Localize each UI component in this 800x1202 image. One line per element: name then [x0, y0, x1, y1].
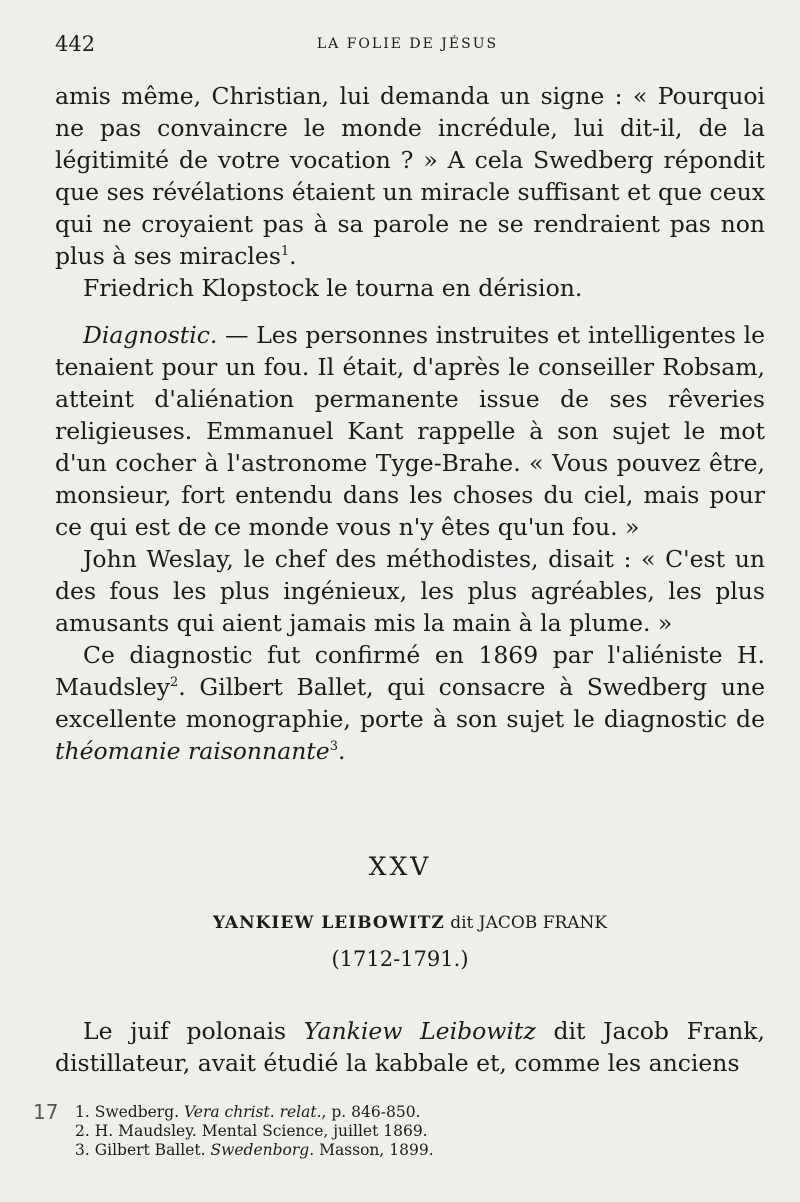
paragraph-frank: Le juif polonais Yankiew Leibowitz dit Jacob Frank, distillateur, avait étudié la kabbale et, comme les anciens — [55, 1017, 765, 1077]
main-text — [55, 80, 765, 767]
paragraph-diagnostic: Diagnostic. — Les personnes instruites et intelligentes le tenaient pour un fou. Il était, d'après le conseiller Robsam, atteint d'aliénation permanente issue de ses rêveries religieuses. Emmanuel Kant rappelle à son sujet le mot d'un cocher à l'astronome Tyge-Brahe. « Vous pouvez être, monsieur, fort entendu dans les choses du ciel, mais pour ce qui est de ce monde vous n'y êtes qu'un fou. » — [55, 321, 765, 541]
page-number: 442 — [55, 32, 96, 56]
paragraph-weslay: John Weslay, le chef des méthodistes, disait : « C'est un des fous les plus ingénieux, les plus agréables, les plus amusants qui aient jamais mis la main à la plume. » — [55, 545, 765, 637]
chapter-number: XXV — [368, 852, 432, 881]
footnote: 3. Gilbert Ballet. Swedenborg. Masson, 1899. — [75, 1141, 434, 1159]
paragraph-maudsley: Ce diagnostic fut confirmé en 1869 par l'aliéniste H. Maudsley$^2$. Gilbert Ballet, qui consacre à Swedberg une excellente monographie, porte à son sujet le diagnostic de théomanie raisonnante$^3$. — [55, 641, 765, 765]
footnote: 1. Swedberg. Vera christ. relat., p. 846-850. — [75, 1103, 421, 1121]
chapter-dates: (1712-1791.) — [331, 947, 469, 971]
chapter-title: YANKIEW LEIBOWITZ dit JACOB FRANK — [212, 913, 608, 933]
footnote-ref: 1 — [280, 244, 290, 259]
chapter-text — [55, 1015, 765, 1079]
running-title: LA FOLIE DE JÉSUS — [316, 36, 499, 52]
footnote-ref: 3 — [329, 739, 338, 754]
diagnostic-label: Diagnostic. — [83, 321, 218, 349]
footnote: 2. H. Maudsley. Mental Science, juillet 1869. — [75, 1122, 428, 1140]
footnotes — [75, 1103, 675, 1160]
paragraph-continuation: amis même, Christian, lui demanda un signe : « Pourquoi ne pas convaincre le monde incrédule, lui dit-il, de la légitimité de votre vocation ? » A cela Swedberg répondit que ses révélations étaient un miracle suffisant et que ceux qui ne croyaient pas à sa parole ne se rendraient pas non plus à ses miracles$^1$. — [55, 82, 765, 270]
running-head — [55, 32, 760, 58]
footnote-ref: 2 — [170, 675, 179, 690]
handwritten-margin-mark: 17 — [33, 1100, 59, 1124]
paragraph-klopstock: Friedrich Klopstock le tourna en dérision. — [83, 274, 583, 302]
